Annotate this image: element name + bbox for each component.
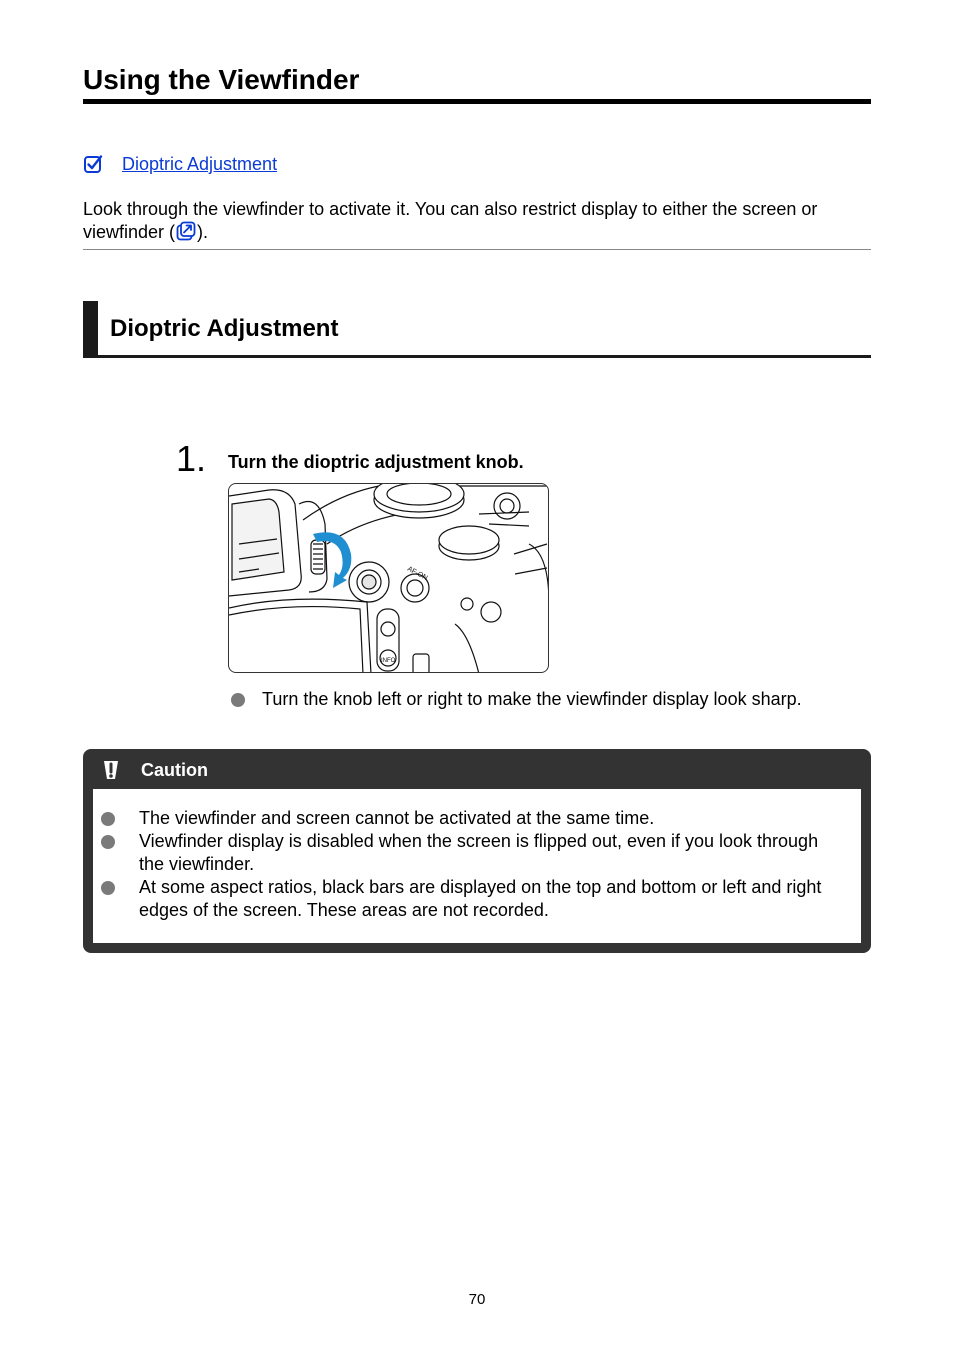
caution-item-text: At some aspect ratios, black bars are displayed on the top and bottom or left and right edges of the screen. These areas are not recorded. xyxy=(139,877,822,920)
bullet-dot xyxy=(101,812,115,826)
caution-item xyxy=(101,876,841,922)
section-header-rule xyxy=(83,355,871,358)
bullet-dot xyxy=(101,881,115,895)
title-rule xyxy=(83,99,871,104)
section-header xyxy=(83,301,871,358)
intro-paragraph xyxy=(83,198,873,244)
check-box-icon xyxy=(83,154,103,174)
caution-item xyxy=(101,830,841,876)
intro-text-after: ). xyxy=(197,222,209,242)
step-bullet-text: Turn the knob left or right to make the viewfinder display look sharp. xyxy=(262,689,802,709)
caution-header xyxy=(83,749,871,789)
section-title: Dioptric Adjustment xyxy=(110,315,339,342)
caution-item-text: Viewfinder display is disabled when the screen is flipped out, even if you look through the viewfinder. xyxy=(139,831,819,874)
step-instruction: Turn the dioptric adjustment knob. xyxy=(228,452,524,472)
toc-item-dioptric-adjustment[interactable] xyxy=(83,151,277,177)
caution-label: Caution xyxy=(141,760,208,780)
step-bullet xyxy=(231,688,802,711)
caution-body xyxy=(93,789,861,943)
bullet-dot xyxy=(231,693,245,707)
bullet-dot xyxy=(101,835,115,849)
cross-reference-link-icon[interactable] xyxy=(176,221,196,241)
caution-list xyxy=(101,807,841,922)
page-number: 70 xyxy=(468,1291,486,1308)
caution-exclamation-icon xyxy=(100,759,122,781)
caution-box xyxy=(83,749,871,953)
page-title: Using the Viewfinder xyxy=(83,64,360,95)
intro-text-before: Look through the viewfinder to activate it. You can also restrict display to either the screen or viewfinder ( xyxy=(83,199,818,242)
info-button-label: INFO xyxy=(381,658,396,664)
section-header-bar xyxy=(83,301,98,358)
camera-line-drawing xyxy=(229,484,549,673)
step-number: 1. xyxy=(176,438,207,479)
toc-link-dioptric-adjustment[interactable]: Dioptric Adjustment xyxy=(122,154,278,174)
camera-illustration xyxy=(228,483,549,673)
caution-item-text: The viewfinder and screen cannot be activated at the same time. xyxy=(139,808,655,828)
caution-item xyxy=(101,807,841,830)
af-on-label: AF-ON xyxy=(406,565,429,582)
intro-divider xyxy=(83,249,871,250)
